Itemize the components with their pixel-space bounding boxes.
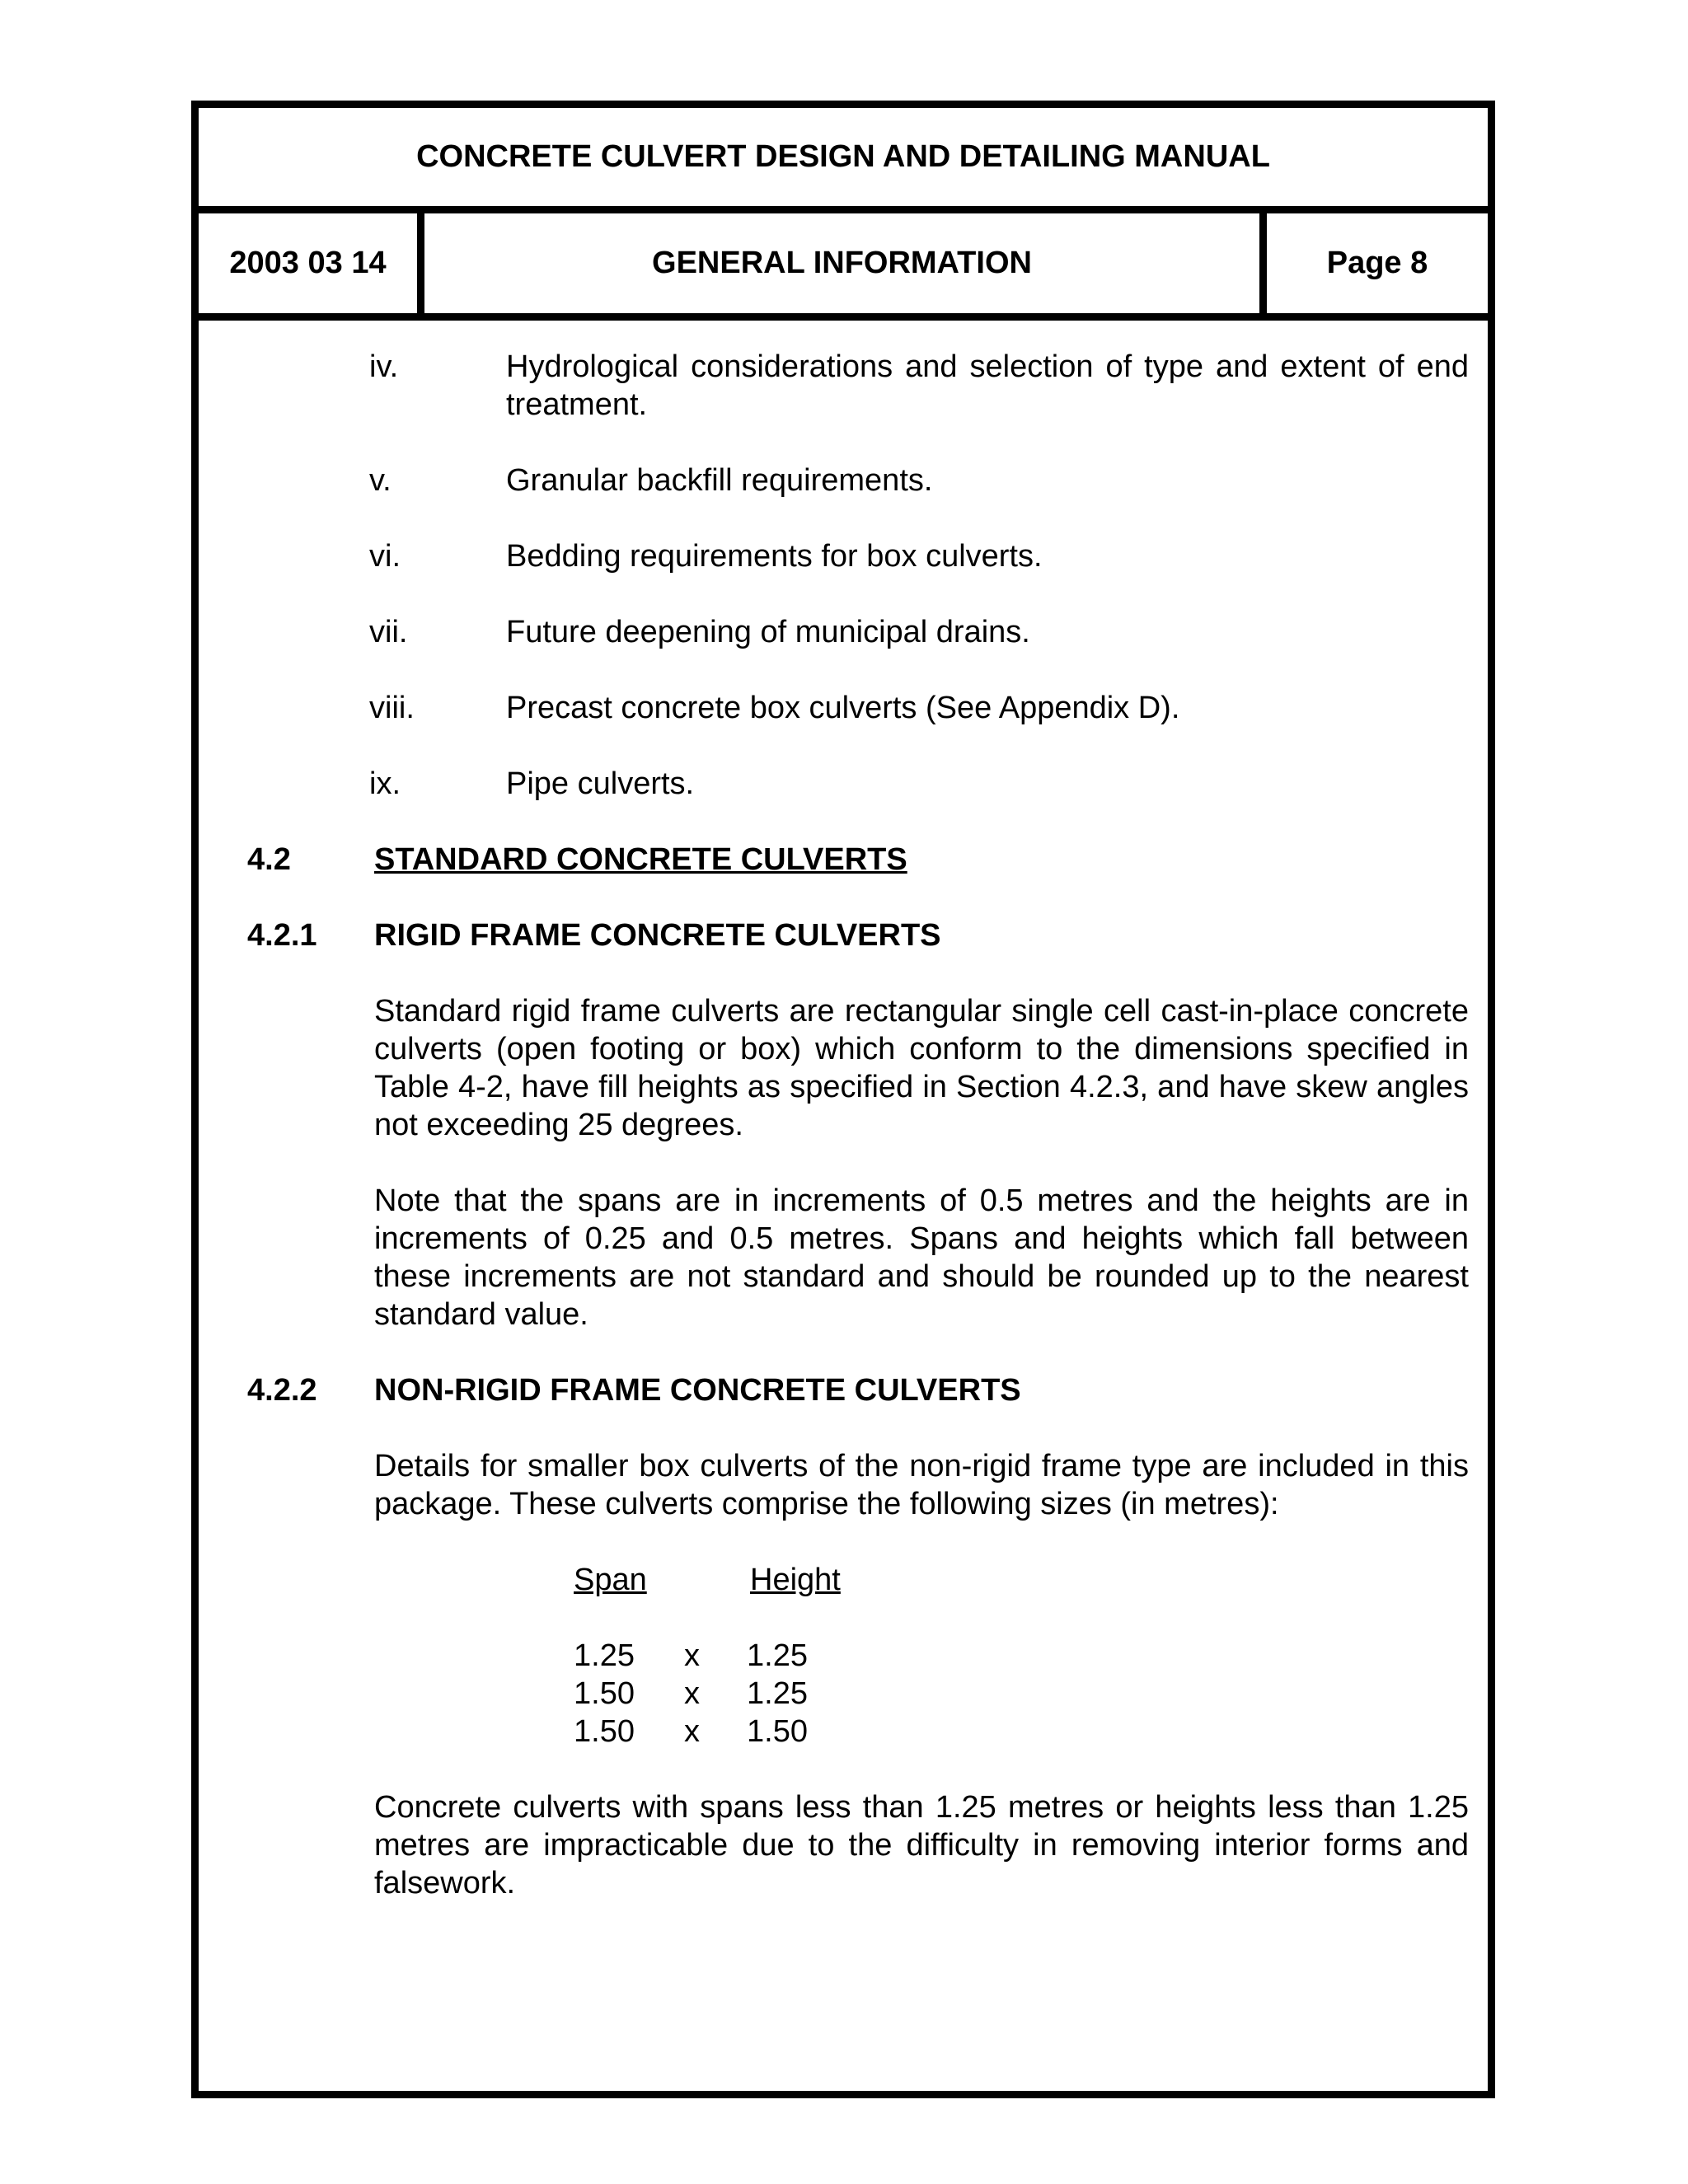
size-table-header-span: Span (574, 1563, 647, 1597)
paragraph: Note that the spans are in increments of 0.5 metres and the heights are in increments of 0.25 and 0.5 metres. Spans and heights which fall between these increments are not standard and should be rounded up to the nearest standard value. (374, 1183, 1469, 1332)
size-table-header-height: Height (750, 1563, 841, 1597)
section-heading: STANDARD CONCRETE CULVERTS (374, 842, 907, 877)
section-number: 4.2 (247, 842, 291, 877)
size-table-span-value: 1.50 (574, 1714, 635, 1749)
paragraph: Details for smaller box culverts of the non-rigid frame type are included in this package. These culverts comprise the following sizes (in metres): (374, 1449, 1469, 1521)
header-section: GENERAL INFORMATION (424, 213, 1267, 313)
list-item-text: Pipe culverts. (506, 766, 695, 801)
list-item-number: iv. (369, 349, 399, 384)
size-table-height-value: 1.50 (747, 1714, 808, 1749)
size-table-separator: x (684, 1676, 700, 1711)
paragraph: Standard rigid frame culverts are rectangular single cell cast-in-place concrete culverts (open footing or box) which conform to the dimensions specified in Table 4-2, have fill heights as specified in Section 4.2.3, and have skew angles not exceeding 25 degrees. (374, 994, 1469, 1142)
size-table-height-value: 1.25 (747, 1638, 808, 1673)
size-table-span-value: 1.25 (574, 1638, 635, 1673)
list-item-text: Bedding requirements for box culverts. (506, 539, 1043, 574)
header-page-number: Page 8 (1326, 246, 1428, 280)
subsection-number: 4.2.1 (247, 918, 317, 953)
list-item-text: Granular backfill requirements. (506, 463, 933, 498)
subsection-heading: NON-RIGID FRAME CONCRETE CULVERTS (374, 1373, 1021, 1408)
list-item-text: Future deepening of municipal drains. (506, 615, 1030, 649)
list-item-number: v. (369, 463, 392, 498)
header-row (199, 213, 1488, 321)
paragraph: Concrete culverts with spans less than 1.25 metres or heights less than 1.25 metres are impracticable due to the difficulty in removing interior forms and falsework. (374, 1790, 1469, 1900)
list-item-number: vii. (369, 615, 408, 649)
subsection-heading: RIGID FRAME CONCRETE CULVERTS (374, 918, 941, 953)
list-item-number: vi. (369, 539, 401, 574)
list-item-text: Hydrological considerations and selection of type and extent of end treatment. (506, 349, 1469, 422)
list-item-number: ix. (369, 766, 401, 801)
size-table-separator: x (684, 1638, 700, 1673)
manual-title: CONCRETE CULVERT DESIGN AND DETAILING MANUAL (199, 108, 1488, 213)
header-date: 2003 03 14 (199, 213, 424, 313)
size-table-separator: x (684, 1714, 700, 1749)
size-table-height-value: 1.25 (747, 1676, 808, 1711)
list-item-text: Precast concrete box culverts (See Appendix D). (506, 691, 1180, 725)
subsection-number: 4.2.2 (247, 1373, 317, 1408)
size-table-span-value: 1.50 (574, 1676, 635, 1711)
list-item-number: viii. (369, 691, 415, 725)
